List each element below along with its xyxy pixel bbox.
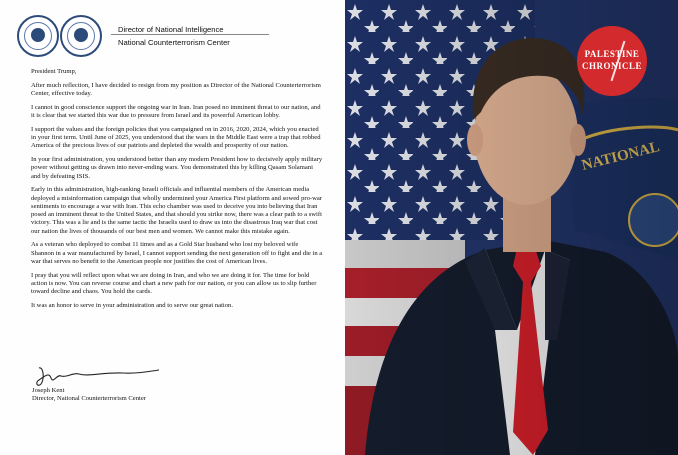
- letter-body: [31, 68, 323, 316]
- dni-seal-icon: [17, 15, 59, 57]
- letterhead-line-2: National Counterterrorism Center: [118, 38, 230, 47]
- paragraph-5: Early in this administration, high-ranking Israeli officials and influential members of the American media deployed a misinformation campaign that wholly undermined your America First platform and sowed pro-war sentiments to encourage a war with Iran. This echo chamber was used to deceive you into believing that Iran posed an imminent threat to the United States, and that should you strike now, there was a clear path to a swift victory. This was a lie and is the same tactic the Israelis used to draw us into the disastrous Iraq war that cost our nation the lives of thousands of our best men and women. We cannot make this mistake again.: [31, 186, 322, 235]
- signature-title: Director, National Counterterrorism Center: [32, 395, 146, 402]
- paragraph-2: I cannot in good conscience support the ongoing war in Iran. Iran posed no imminent threat to our nation, and it is clear that we started this war due to pressure from Israel and its powerful American lobby.: [31, 103, 321, 119]
- paragraph-8: It was an honor to serve in your administration and to serve our great nation.: [31, 301, 233, 309]
- paragraph-7: I pray that you will reflect upon what we are doing in Iran, and who we are doing it for. The time for bold action is now. You can reverse course and chart a new path for our nation, or you can allow us to slip further toward decline and chaos. You hold the cards.: [31, 271, 317, 296]
- logo-line-2: CHRONICLE: [581, 61, 642, 71]
- paragraph-1: After much reflection, I have decided to resign from my position as Director of the National Counterterrorism Center, effective today.: [31, 81, 321, 97]
- palestine-chronicle-logo: [577, 26, 647, 96]
- nctc-seal-icon: [60, 15, 102, 57]
- handwritten-signature: [33, 362, 163, 390]
- letterhead-line-1: Director of National Intelligence: [118, 25, 224, 34]
- paragraph-6: As a veteran who deployed to combat 11 times and as a Gold Star husband who lost my beloved wife Shannon in a war manufactured by Israel, I cannot support sending the next generation off to fight and die in a war that serves no benefit to the American people nor justifies the cost of American lives.: [31, 241, 323, 265]
- paragraph-3: I support the values and the foreign policies that you campaigned on in 2016, 2020, 2024, which you enacted in your first term. Until June of 2025, you understood that the wars in the Middle East were a trap that robbed America of the precious lives of our patriots and depleted the wealth and prosperity of our nation.: [31, 125, 321, 150]
- paragraph-4: In your first administration, you understood better than any modern President how to decisively apply military power without getting us drawn into never-ending wars. You demonstrated this by killing Qasam Solamani and by defeating ISIS.: [31, 155, 323, 180]
- letterhead-divider: [111, 34, 269, 35]
- logo-line-1: PALESTINE: [584, 49, 640, 59]
- salutation: President Trump,: [31, 68, 77, 75]
- signature-name: Joseph Kent: [32, 387, 65, 394]
